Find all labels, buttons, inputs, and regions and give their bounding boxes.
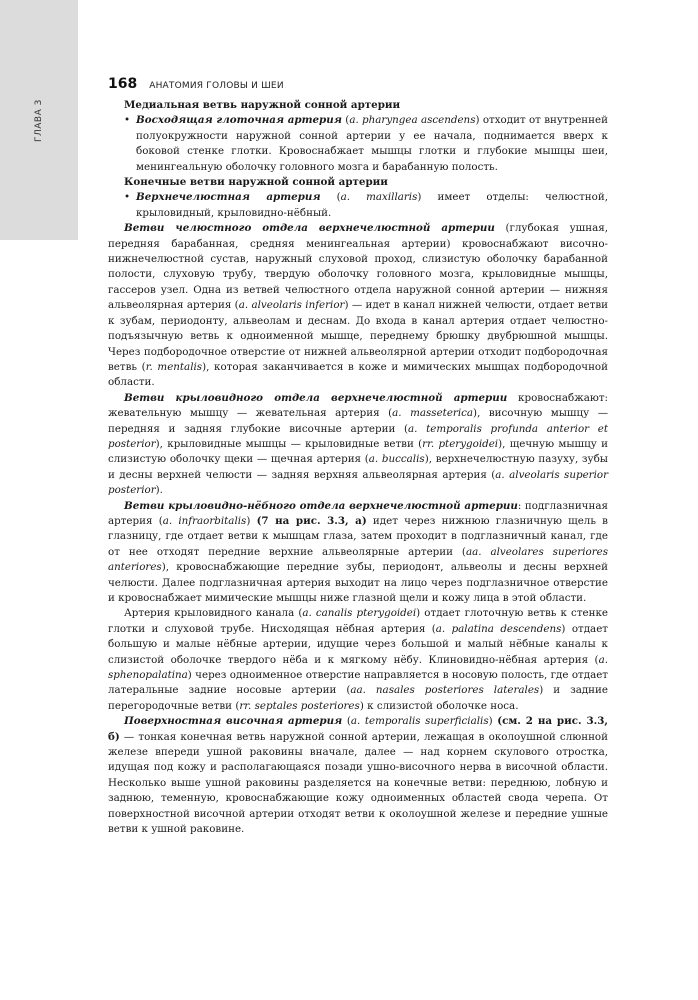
text-span: ( xyxy=(320,191,341,204)
term: Ветви крыловидного отдела верхнечелюстной артерии xyxy=(124,391,508,404)
bullet-item xyxy=(108,113,608,175)
text-span: ), верхнечелюстную пазуху, зубы и десны верхней челюсти — задняя верхняя альвеолярная артерия ( xyxy=(108,453,609,481)
section-heading: Медиальная ветвь наружной сонной артерии xyxy=(124,99,401,111)
text-span: ( xyxy=(341,114,350,127)
bullet-icon: • xyxy=(124,191,131,204)
text-span: : подглазничная артерия ( xyxy=(108,499,608,527)
text-span: ) имеет отделы: челюстной, крыловидный, крыловидно-нёбный. xyxy=(136,191,609,219)
section-heading: Конечные ветви наружной сонной артерии xyxy=(124,176,388,189)
text-span: (глубокая ушная, передняя барабанная, средняя менингеальная артерии) кровоснабжают височно-нижнечелюстной сустав, наружный слуховой проход, слизистую оболочку барабанной полости, слуховую трубу, твердую оболочку головного мозга, крыловидные мышцы, гассеров узел. Одна из ветвей челюстного отдела наружной сонной артерии — нижняя альвеолярная артерия ( xyxy=(108,222,608,312)
paragraph xyxy=(108,221,608,390)
page-number: 168 xyxy=(108,76,138,92)
text-span: кровоснабжают: жевательную мышцу — жевательная артерия ( xyxy=(108,391,608,420)
figure-reference: (см. 2 на рис. 3.3, б) xyxy=(108,715,608,743)
text-span: ), кровоснабжающие передние зубы, периодонт, альвеолы и десны верхней челюсти. Далее подглазничная артерия выходит на лицо через подглазничное отверстие и кровоснабжает мимические мышцы ниже глазной щели и кожу лица в этой области. xyxy=(108,561,608,604)
bullet-item xyxy=(108,190,608,221)
term: Восходящая глоточная артерия xyxy=(136,114,342,127)
page-body xyxy=(108,98,608,838)
page-header xyxy=(108,76,698,94)
text-span: ), щечную мышцу и слизистую оболочку щеки — щечная артерия ( xyxy=(108,437,608,466)
text-span: Артерия крыловидного канала ( xyxy=(124,607,303,620)
latin-term: a. buccalis xyxy=(368,453,425,466)
latin-term: a. temporalis profunda anterior et posterior xyxy=(108,422,609,450)
latin-term: a. alveolaris inferior xyxy=(238,299,345,312)
paragraph xyxy=(108,391,608,499)
latin-term: a. infraorbitalis xyxy=(162,514,247,527)
text-span: ) к слизистой оболочке носа. xyxy=(359,699,519,712)
latin-term: a. masseterica xyxy=(392,407,474,420)
latin-term: a. temporalis superficialis xyxy=(350,715,489,728)
text-span: ) и задние перегородочные ветви ( xyxy=(108,684,608,712)
latin-term: a. alveolaris superior posterior xyxy=(108,468,608,497)
latin-term: a. sphenopalatina xyxy=(108,653,608,682)
text-span: ) xyxy=(488,715,498,728)
paragraph xyxy=(108,499,608,607)
chapter-label: ГЛАВА 3 xyxy=(34,99,44,142)
latin-term: aa. nasales posteriores laterales xyxy=(350,684,540,697)
term: Ветви челюстного отдела верхнечелюстной артерии xyxy=(124,222,495,235)
latin-term: a. palatina descendens xyxy=(435,622,562,635)
text-span: ) xyxy=(246,514,257,527)
paragraph xyxy=(108,606,608,714)
term: Верхнечелюстная артерия xyxy=(136,191,321,204)
bullet-icon: • xyxy=(124,114,131,127)
running-title: АНАТОМИЯ ГОЛОВЫ И ШЕИ xyxy=(149,81,284,91)
latin-term: a. canalis pterygoidei xyxy=(302,607,417,620)
text-span: ), которая заканчивается в коже и мимических мышцах подбородочной области. xyxy=(108,360,608,389)
latin-term: a. pharyngea ascendens xyxy=(349,114,476,127)
term: Ветви крыловидно-нёбного отдела верхнечелюстной артерии xyxy=(124,499,518,512)
latin-term: r. mentalis xyxy=(145,360,203,373)
text-span: ) через одноименное отверстие направляется в носовую полость, где отдает латеральные задние носовые артерии ( xyxy=(108,669,608,697)
text-span: идет через нижнюю глазничную щель в глазницу, где отдает ветви к мышцам глаза, затем проходит в подглазничный канал, где от нее отходят передние верхние альвеолярные артерии ( xyxy=(108,514,608,558)
text-span: ) — идет в канал нижней челюсти, отдает ветви к зубам, периодонту, альвеолам и деснам. До входа в канал артерия отдает челюстно-подъязычную ветвь к одноименной мышце, переднему брюшку двубрюшной мышцы. Через подбородочное отверстие от нижней альвеолярной артерии отходит подбородочная ветвь ( xyxy=(108,299,608,373)
text-span: ) отходит от внутренней полуокружности наружной сонной артерии у ее начала, поднимается вверх к боковой стенке глотки. Кровоснабжает мышцы глотки и глубокие мышцы шеи, менингеальную оболочку головного мозга и барабанную полость. xyxy=(136,114,608,173)
latin-term: aa. alveolares superiores anteriores xyxy=(108,545,608,574)
text-span: ( xyxy=(342,715,351,728)
text-span: ) отдает глоточную ветвь к стенке глотки и слуховой трубе. Нисходящая нёбная артерия ( xyxy=(108,607,608,635)
text-span: ), крыловидные мышцы — крыловидные ветви ( xyxy=(155,437,423,450)
latin-term: rr. septales posteriores xyxy=(239,699,360,712)
paragraph xyxy=(108,714,608,837)
figure-reference: (7 на рис. 3.3, а) xyxy=(256,514,367,527)
text-span: ). xyxy=(155,484,163,497)
text-span: ) отдает большую и малые нёбные артерии, идущие через большой и малый нёбные каналы к слизистой оболочке твердого нёба и к мягкому нёбу. Клиновидно-нёбная артерия ( xyxy=(108,622,608,666)
chapter-side-tab xyxy=(0,0,78,240)
text-span: — тонкая конечная ветвь наружной сонной артерии, лежащая в околоушной слюнной железе впереди ушной раковины вначале, далее — над корнем скулового отростка, идущая под кожу и располагающаяся позади ушно-височного нерва в височной области. Несколько выше ушной раковины разделяется на конечные ветви: переднюю, лобную и заднюю, теменную, кровоснабжающие кожу одноименных областей свода черепа. От поверхностной височной артерии отходят ветви к околоушной железе и передние ушные ветви к ушной раковине. xyxy=(108,730,608,836)
term: Поверхностная височная артерия xyxy=(124,715,343,728)
latin-term: rr. pterygoidei xyxy=(422,437,499,450)
text-span: ), височную мышцу — передняя и задняя глубокие височные артерии ( xyxy=(108,407,609,435)
latin-term: a. maxillaris xyxy=(340,191,418,204)
